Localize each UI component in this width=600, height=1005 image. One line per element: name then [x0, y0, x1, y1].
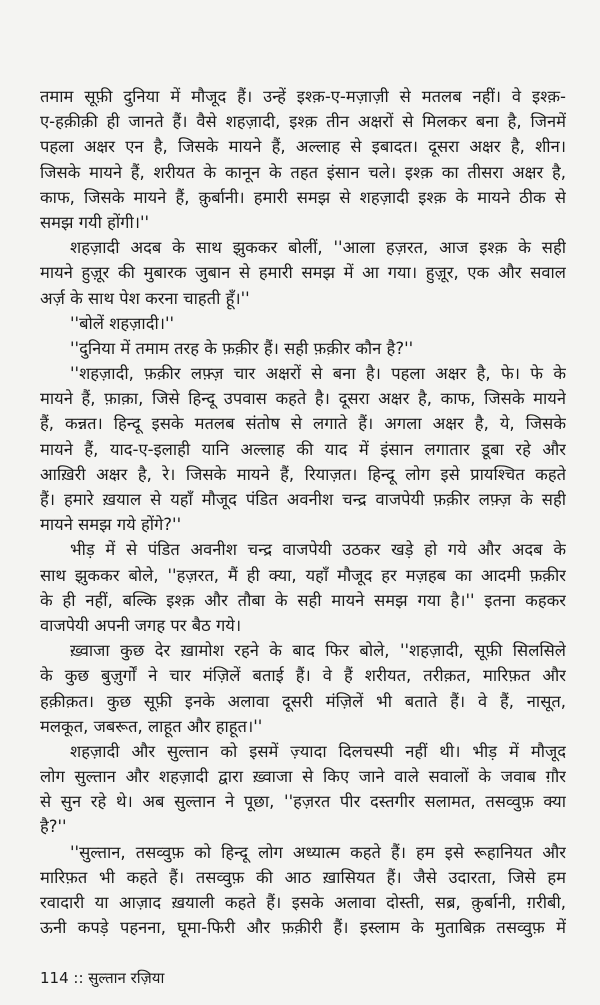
- text-line: ''दुनिया में तमाम तरह के फ़क़ीर हैं। सही फ़क़ीर कौन है?'': [70, 338, 414, 358]
- text-line: मलकूत, जबरूत, लाहूत और हाहूत।'': [40, 716, 263, 736]
- text-line: हैं, कन्नत। हिन्दू इसके मतलब संतोष से लगाते हैं। अगला अक्षर है, ये, जिसके: [40, 414, 566, 434]
- text-line: के कुछ बुज़ुर्गों ने चार मंज़िलें बताई हैं। वे हैं शरीयत, तरीक़त, मारिफ़त और: [40, 666, 566, 686]
- text-line: ए-हक़ीक़ी ही जानते हैं। वैसे शहज़ादी, इश्क़ तीन अक्षरों से मिलकर बना है, जिनमें: [40, 112, 566, 132]
- text-line: मायने हुज़ूर की मुबारक जुबान से हमारी समझ में आ गया। हुज़ूर, एक और सवाल: [40, 263, 566, 283]
- text-line: भीड़ में से पंडित अवनीश चन्द्र वाजपेयी उठकर खड़े हो गये और अदब के: [70, 540, 566, 560]
- paragraph: [40, 739, 566, 840]
- text-line: साथ झुककर बोले, ''हज़रत, मैं ही क्या, यहाँ मौजूद हर मज़हब का आदमी फ़क़ीर: [40, 565, 566, 585]
- paragraph: [40, 361, 566, 537]
- text-line: शहज़ादी अदब के साथ झुककर बोलीं, ''आला हज़रत, आज इश्क़ के सही: [70, 238, 566, 258]
- paragraph: [40, 84, 566, 235]
- text-line: हक़ीक़त। कुछ सूफ़ी इनके अलावा दूसरी मंज़िलें भी बताते हैं। वे हैं, नासूत,: [40, 691, 566, 711]
- text-line: के ही नहीं, बल्कि इश्क़ और तौबा के सही मायने समझ गया है।'' इतना कहकर: [40, 590, 566, 610]
- text-line: से सुन रहे थे। अब सुल्तान ने पूछा, ''हज़रत पीर दस्तगीर सलामत, तसव्वुफ़ क्या: [40, 792, 566, 812]
- paragraph: [40, 235, 566, 311]
- text-line: मायने समझ गये होंगे?'': [40, 515, 182, 535]
- book-page-body: [40, 84, 566, 940]
- text-line: काफ, जिसके मायने हैं, क़ुर्बानी। हमारी समझ से शहज़ादी इश्क़ के मायने ठीक से: [40, 187, 566, 207]
- text-line: हैं। हमारे ख़याल से यहाँ मौजूद पंडित अवनीश चन्द्र वाजपेयी फ़क़ीर लफ़्ज़ के सही: [40, 490, 566, 509]
- text-line: रवादारी या आज़ाद ख़याली कहते हैं। इसके अलावा दोस्ती, सब्र, क़ुर्बानी, ग़रीबी,: [40, 893, 566, 912]
- paragraph: [40, 336, 566, 361]
- text-line: ''शहज़ादी, फ़क़ीर लफ़्ज़ चार अक्षरों से बना है। पहला अक्षर है, फे। फे के: [70, 364, 566, 384]
- text-line: आख़िरी अक्षर है, रे। जिसके मायने हैं, रियाज़त। हिन्दू लोग इसे प्रायश्चित कहते: [40, 464, 566, 484]
- text-line: तमाम सूफ़ी दुनिया में मौजूद हैं। उन्हें इश्क़-ए-मज़ाज़ी से मतलब नहीं। वे इश्क़-: [40, 87, 566, 106]
- text-line: वाजपेयी अपनी जगह पर बैठ गये।: [40, 615, 242, 635]
- text-line: ''सुल्तान, तसव्वुफ़ को हिन्दू लोग अध्यात्म कहते हैं। हम इसे रूहानियत और: [70, 842, 566, 862]
- paragraph: [40, 537, 566, 638]
- text-line: अर्ज़ के साथ पेश करना चाहती हूँ।'': [40, 288, 250, 308]
- text-line: है?'': [40, 817, 67, 837]
- text-line: पहला अक्षर एन है, जिसके मायने हैं, अल्लाह से इबादत। दूसरा अक्षर है, शीन।: [40, 137, 566, 157]
- text-line: समझ गयी होंगी।'': [40, 212, 150, 232]
- text-line: जिसके मायने हैं, शरीयत के कानून के तहत इंसान चले। इश्क़ का तीसरा अक्षर है,: [40, 162, 566, 182]
- text-line: ''बोलें शहज़ादी।'': [70, 313, 175, 333]
- paragraph: [40, 638, 566, 739]
- paragraph: [40, 840, 566, 941]
- paragraph: [40, 311, 566, 336]
- text-line: मायने हैं, फ़ाक़ा, जिसे हिन्दू उपवास कहते है। दूसरा अक्षर है, काफ, जिसके मायने: [40, 389, 566, 409]
- text-line: शहज़ादी और सुल्तान को इसमें ज़्यादा दिलचस्पी नहीं थी। भीड़ में मौजूद: [70, 741, 566, 761]
- page-footer: 114 :: सुल्तान रज़िया: [40, 969, 165, 987]
- text-line: मायने हैं, याद-ए-इलाही यानि अल्लाह की याद में इंसान लगातार डूबा रहे और: [40, 439, 566, 459]
- text-line: मारिफ़त भी कहते हैं। तसव्वुफ़ की आठ ख़ासियत हैं। जैसे उदारता, जिसे हम: [40, 867, 566, 887]
- text-line: लोग सुल्तान और शहज़ादी द्वारा ख़्वाजा से किए जाने वाले सवालों के जवाब ग़ौर: [40, 767, 566, 787]
- text-line: ख़्वाजा कुछ देर ख़ामोश रहने के बाद फिर बोले, ''शहज़ादी, सूफ़ी सिलसिले: [70, 641, 566, 661]
- text-line: ऊनी कपड़े पहनना, घूमा-फिरी और फ़क़ीरी हैं। इस्लाम के मुताबिक़ तसव्वुफ़ में: [40, 918, 566, 938]
